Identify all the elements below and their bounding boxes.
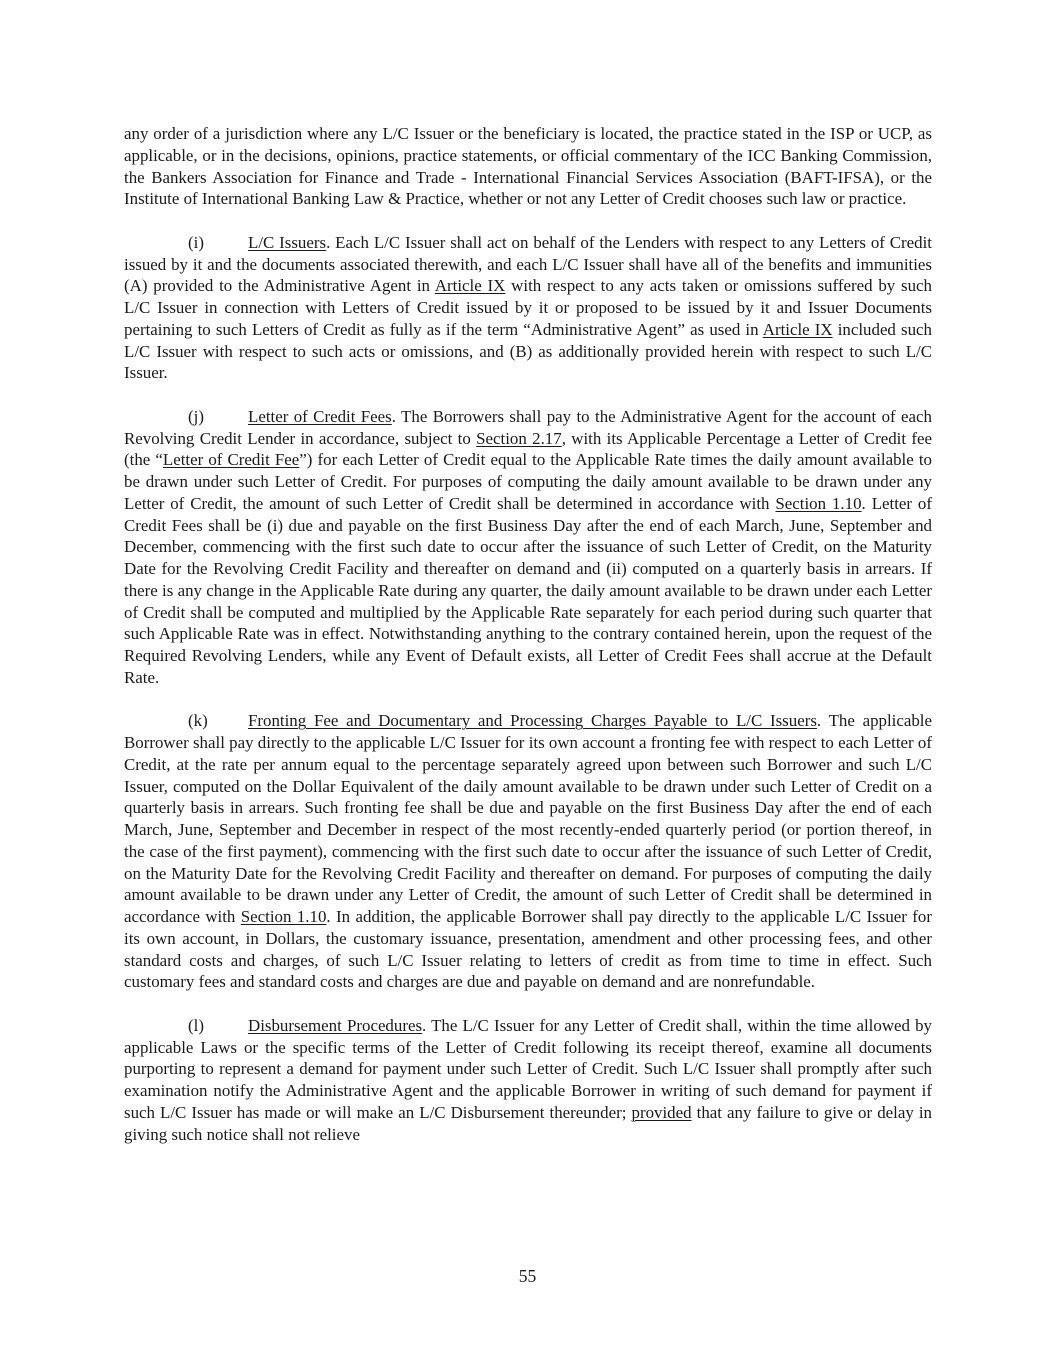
paragraph-k — [124, 710, 932, 993]
cross-reference: Section 2.17 — [476, 428, 562, 448]
cross-reference: Article IX — [434, 276, 506, 296]
paragraph-text: . The L/C Issuer for any Letter of Credit shall, within the time allowed by applicable Laws or the specific terms of the Letter of Credit following its receipt thereof, examine all documents purporting to represent a demand for payment under such Letter of Credit. Such L/C Issuer shall promptly after such examination notify the Administrative Agent and the applicable Borrower in writing of such demand for payment if such L/C Issuer has made or will make an L/C Disbursement thereunder; — [124, 1015, 933, 1122]
cross-reference: provided — [631, 1102, 692, 1122]
paragraph-number: (l) — [188, 1015, 204, 1035]
page-number: 55 — [518, 1266, 537, 1286]
paragraph-heading: Disbursement Procedures — [248, 1015, 423, 1035]
paragraph-heading: L/C Issuers — [248, 232, 327, 252]
cross-reference: Section 1.10 — [240, 907, 327, 926]
paragraph-text: any order of a jurisdiction where any L/C Issuer or the beneficiary is located, the practice stated in the ISP or UCP, as applicable, or in the decisions, opinions, practice statements, or official commentary of the ICC Banking Commission, the Bankers Association for Finance and Trade - International Financial Services Association (BAFT-IFSA), or the Institute of International Banking Law & Practice, whether or not any Letter of Credit chooses such law or practice. — [124, 124, 932, 209]
paragraph-text: . The Borrowers shall pay to the Administrative Agent for the account of each Revolving Credit Lender in accordance, subject to — [124, 406, 932, 448]
paragraph-number: (j) — [188, 406, 204, 426]
paragraph-number: (i) — [188, 232, 204, 252]
cross-reference: Section 1.10 — [775, 493, 862, 513]
paragraph-text: . In addition, the applicable Borrower shall pay directly to the applicable L/C Issuer for its own account, in Dollars, the customary issuance, presentation, amendment and other processing fees, and other standard costs and charges, of such L/C Issuer relating to letters of credit as from time to time in effect. Such customary fees and standard costs and charges are due and payable on demand and are nonrefundable. — [124, 907, 932, 992]
paragraph-l — [124, 1015, 932, 1146]
paragraph-text: included such L/C Issuer with respect to such acts or omissions, and (B) as additionally provided herein with respect to such L/C Issuer. — [124, 319, 932, 383]
paragraph-heading: Fronting Fee and Documentary and Processing Charges Payable to L/C Issuers — [248, 711, 817, 731]
paragraph-heading: Letter of Credit Fees — [248, 406, 392, 426]
paragraph-text: , with its Applicable Percentage a Letter of Credit fee (the “ — [124, 428, 932, 470]
paragraph-number: (k) — [188, 711, 208, 731]
document-page — [124, 123, 932, 1167]
paragraph-text: . Each L/C Issuer shall act on behalf of the Lenders with respect to any Letters of Credit issued by it and the documents associated therewith, and each L/C Issuer shall have all of the benefits and immunities (A) provided to the Administrative Agent in — [124, 232, 932, 296]
paragraph-j — [124, 406, 932, 689]
paragraph-text: . The applicable Borrower shall pay directly to the applicable L/C Issuer for its own account a fronting fee with respect to each Letter of Credit, at the rate per annum equal to the percentage separately agreed upon between such Borrower and such L/C Issuer, computed on the Dollar Equivalent of the daily amount available to be drawn under such Letter of Credit on a quarterly basis in arrears. Such fronting fee shall be due and payable on the first Business Day after the end of each March, June, September and December in respect of the most recently-ended quarterly period (or portion thereof, in the case of the first payment), commencing with the first such date to occur after the issuance of such Letter of Credit, on the Maturity Date for the Revolving Credit Facility and thereafter on demand. For purposes of computing the daily amount available to be drawn under any Letter of Credit, the amount of such Letter of Credit shall be determined in accordance with — [124, 711, 932, 926]
paragraph-text: . Letter of Credit Fees shall be (i) due and payable on the first Business Day after the end of each March, June, September and December, commencing with the first such date to occur after the issuance of such Letter of Credit, on the Maturity Date for the Revolving Credit Facility and thereafter on demand and (ii) computed on a quarterly basis in arrears. If there is any change in the Applicable Rate during any quarter, the daily amount available to be drawn under each Letter of Credit shall be computed and multiplied by the Applicable Rate separately for each period during such quarter that such Applicable Rate was in effect. Notwithstanding anything to the contrary contained herein, upon the request of the Required Revolving Lenders, while any Event of Default exists, all Letter of Credit Fees shall accrue at the Default Rate. — [124, 493, 932, 687]
paragraph-text: with respect to any acts taken or omissions suffered by such L/C Issuer in connection with Letters of Credit issued by it or proposed to be issued by it and Issuer Documents pertaining to such Letters of Credit as fully as if the term “Administrative Agent” as used in — [124, 276, 932, 339]
paragraph-continuation — [124, 123, 932, 210]
paragraph-text: ”) for each Letter of Credit equal to the Applicable Rate times the daily amount available to be drawn under such Letter of Credit. For purposes of computing the daily amount available to be drawn under any Letter of Credit, the amount of such Letter of Credit shall be determined in accordance with — [124, 450, 932, 513]
cross-reference: Article IX — [762, 319, 833, 339]
cross-reference: Letter of Credit Fee — [162, 450, 300, 470]
paragraph-i — [124, 232, 932, 384]
paragraph-text: that any failure to give or delay in giving such notice shall not relieve — [124, 1102, 932, 1144]
